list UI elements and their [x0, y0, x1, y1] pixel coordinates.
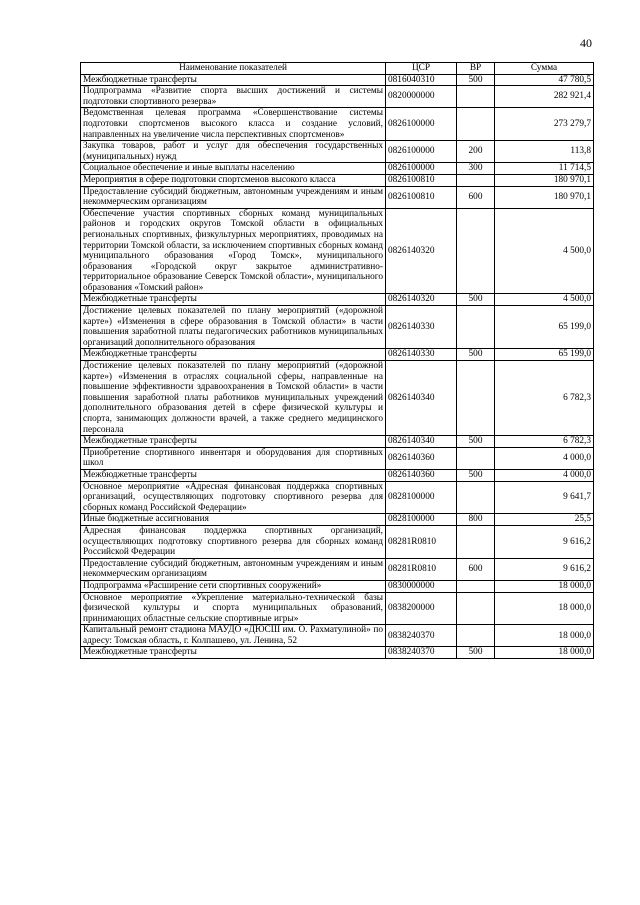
- cell-vr: 500: [457, 469, 495, 481]
- header-csr: ЦСР: [386, 63, 457, 75]
- table-row: [81, 481, 594, 514]
- cell-vr: [457, 174, 495, 186]
- cell-vr: 300: [457, 163, 495, 175]
- cell-csr: 0830000000: [386, 580, 457, 592]
- table-row: [81, 469, 594, 481]
- cell-csr: 0838240370: [386, 625, 457, 647]
- table-row: [81, 294, 594, 306]
- cell-csr: 08281R0810: [386, 558, 457, 580]
- cell-vr: 500: [457, 436, 495, 448]
- cell-csr: 0816040310: [386, 74, 457, 86]
- cell-name: Предоставление субсидий бюджетным, автономным учреждениям и иным некоммерческим организациям: [81, 186, 386, 208]
- cell-sum: 273 279,7: [495, 108, 594, 141]
- cell-sum: 25,5: [495, 514, 594, 526]
- cell-sum: 180 970,1: [495, 186, 594, 208]
- header-name: Наименование показателей: [81, 63, 386, 75]
- cell-name: Закупка товаров, работ и услуг для обеспечения государственных (муниципальных) нужд: [81, 141, 386, 163]
- cell-name: Капитальный ремонт стадиона МАУДО «ДЮСШ им. О. Рахматулиной» по адресу: Томская область, г. Колпашево, ул. Ленина, 52: [81, 625, 386, 647]
- table-row: [81, 108, 594, 141]
- cell-name: Межбюджетные трансферты: [81, 436, 386, 448]
- table-row: [81, 647, 594, 659]
- cell-sum: 4 500,0: [495, 294, 594, 306]
- cell-csr: 0826140330: [386, 349, 457, 361]
- table-row: [81, 174, 594, 186]
- cell-name: Межбюджетные трансферты: [81, 647, 386, 659]
- cell-vr: [457, 592, 495, 625]
- cell-sum: 282 921,4: [495, 86, 594, 108]
- cell-csr: 0826140340: [386, 436, 457, 448]
- cell-vr: [457, 525, 495, 558]
- table-row: [81, 447, 594, 469]
- cell-name: Межбюджетные трансферты: [81, 349, 386, 361]
- cell-sum: 4 500,0: [495, 208, 594, 294]
- table-row: [81, 208, 594, 294]
- cell-vr: [457, 447, 495, 469]
- table-row: [81, 514, 594, 526]
- cell-name: Ведомственная целевая программа «Совершенствование системы подготовки спортсменов высокого класса и создание условий, направленных на увеличение числа перспективных спортсменов»: [81, 108, 386, 141]
- cell-name: Иные бюджетные ассигнования: [81, 514, 386, 526]
- cell-sum: 65 199,0: [495, 306, 594, 349]
- table-row: [81, 349, 594, 361]
- cell-vr: [457, 361, 495, 436]
- cell-csr: 0826100000: [386, 108, 457, 141]
- cell-sum: 113,8: [495, 141, 594, 163]
- cell-csr: 0826140320: [386, 294, 457, 306]
- cell-name: Достижение целевых показателей по плану мероприятий («дорожной карте») «Изменения в отраслях социальной сферы, направленные на повышение эффективности здравоохранения в Томской области» в части повышения заработной платы работников муниципальных учреждений дополнительного образования детей в сфере физической культуры и спорта, занимающих должности врачей, а также среднего медицинского персонала: [81, 361, 386, 436]
- budget-table: [80, 62, 594, 659]
- cell-vr: [457, 108, 495, 141]
- cell-name: Подпрограмма «Развитие спорта высших достижений и системы подготовки спортивного резерва»: [81, 86, 386, 108]
- cell-csr: 0826140340: [386, 361, 457, 436]
- table-row: [81, 580, 594, 592]
- table-header-row: [81, 63, 594, 75]
- cell-name: Социальное обеспечение и иные выплаты населению: [81, 163, 386, 175]
- table-row: [81, 186, 594, 208]
- cell-name: Межбюджетные трансферты: [81, 74, 386, 86]
- cell-csr: 0828100000: [386, 514, 457, 526]
- cell-csr: 0838240370: [386, 647, 457, 659]
- table-row: [81, 163, 594, 175]
- cell-csr: 0820000000: [386, 86, 457, 108]
- cell-sum: 18 000,0: [495, 647, 594, 659]
- header-vr: ВР: [457, 63, 495, 75]
- cell-vr: 500: [457, 294, 495, 306]
- table-row: [81, 74, 594, 86]
- cell-sum: 18 000,0: [495, 625, 594, 647]
- cell-sum: 180 970,1: [495, 174, 594, 186]
- cell-sum: 9 616,2: [495, 558, 594, 580]
- cell-sum: 4 000,0: [495, 447, 594, 469]
- cell-sum: 47 780,5: [495, 74, 594, 86]
- cell-sum: 11 714,5: [495, 163, 594, 175]
- cell-name: Адресная финансовая поддержка спортивных организаций, осуществляющих подготовку спортивного резерва для сборных команд Российской Федерации: [81, 525, 386, 558]
- cell-csr: 0826100810: [386, 186, 457, 208]
- table-row: [81, 306, 594, 349]
- cell-name: Достижение целевых показателей по плану мероприятий («дорожной карте») «Изменения в сфере образования в Томской области» в части повышения заработной платы педагогических работников муниципальных организаций дополнительного образования: [81, 306, 386, 349]
- cell-csr: 0826100810: [386, 174, 457, 186]
- cell-vr: 600: [457, 558, 495, 580]
- cell-name: Межбюджетные трансферты: [81, 469, 386, 481]
- cell-csr: 0826100000: [386, 163, 457, 175]
- cell-vr: [457, 306, 495, 349]
- cell-csr: 0838200000: [386, 592, 457, 625]
- cell-sum: 4 000,0: [495, 469, 594, 481]
- cell-sum: 6 782,3: [495, 361, 594, 436]
- table-row: [81, 436, 594, 448]
- cell-csr: 0826140360: [386, 447, 457, 469]
- cell-vr: 500: [457, 74, 495, 86]
- cell-csr: 0826100000: [386, 141, 457, 163]
- table-row: [81, 625, 594, 647]
- cell-vr: [457, 580, 495, 592]
- cell-name: Основное мероприятие «Укрепление материально-технической базы физической культуры и спорта муниципальных образований, принимающих областные сельские спортивные игры»: [81, 592, 386, 625]
- cell-csr: 08281R0810: [386, 525, 457, 558]
- page-number: 40: [580, 36, 592, 50]
- cell-sum: 18 000,0: [495, 580, 594, 592]
- cell-vr: [457, 86, 495, 108]
- cell-sum: 9 616,2: [495, 525, 594, 558]
- cell-vr: [457, 625, 495, 647]
- cell-vr: 800: [457, 514, 495, 526]
- cell-vr: 600: [457, 186, 495, 208]
- cell-name: Мероприятия в сфере подготовки спортсменов высокого класса: [81, 174, 386, 186]
- cell-vr: [457, 481, 495, 514]
- cell-name: Предоставление субсидий бюджетным, автономным учреждениям и иным некоммерческим организациям: [81, 558, 386, 580]
- cell-csr: 0828100000: [386, 481, 457, 514]
- table-row: [81, 141, 594, 163]
- cell-name: Приобретение спортивного инвентаря и оборудования для спортивных школ: [81, 447, 386, 469]
- cell-sum: 6 782,3: [495, 436, 594, 448]
- table-row: [81, 525, 594, 558]
- cell-vr: 500: [457, 647, 495, 659]
- cell-vr: [457, 208, 495, 294]
- cell-vr: 500: [457, 349, 495, 361]
- table-row: [81, 592, 594, 625]
- cell-vr: 200: [457, 141, 495, 163]
- table-row: [81, 558, 594, 580]
- cell-csr: 0826140360: [386, 469, 457, 481]
- cell-sum: 65 199,0: [495, 349, 594, 361]
- table-row: [81, 361, 594, 436]
- cell-sum: 18 000,0: [495, 592, 594, 625]
- cell-name: Подпрограмма «Расширение сети спортивных сооружений»: [81, 580, 386, 592]
- header-sum: Сумма: [495, 63, 594, 75]
- cell-sum: 9 641,7: [495, 481, 594, 514]
- table-row: [81, 86, 594, 108]
- cell-name: Межбюджетные трансферты: [81, 294, 386, 306]
- cell-name: Обеспечение участия спортивных сборных команд муниципальных районов и городских округов Томской области в официальных региональных спортивных, физкультурных мероприятиях, проводимых на территории Томской области, за исключением спортивных сборных команд муниципального образования «Город Томск», муниципального образования «Городской округ закрытое административно-территориальное образование Северск Томской области», муниципального образования «Томский район»: [81, 208, 386, 294]
- cell-name: Основное мероприятие «Адресная финансовая поддержка спортивных организаций, осуществляющих подготовку спортивного резерва для сборных команд Российской Федерации»: [81, 481, 386, 514]
- cell-csr: 0826140330: [386, 306, 457, 349]
- cell-csr: 0826140320: [386, 208, 457, 294]
